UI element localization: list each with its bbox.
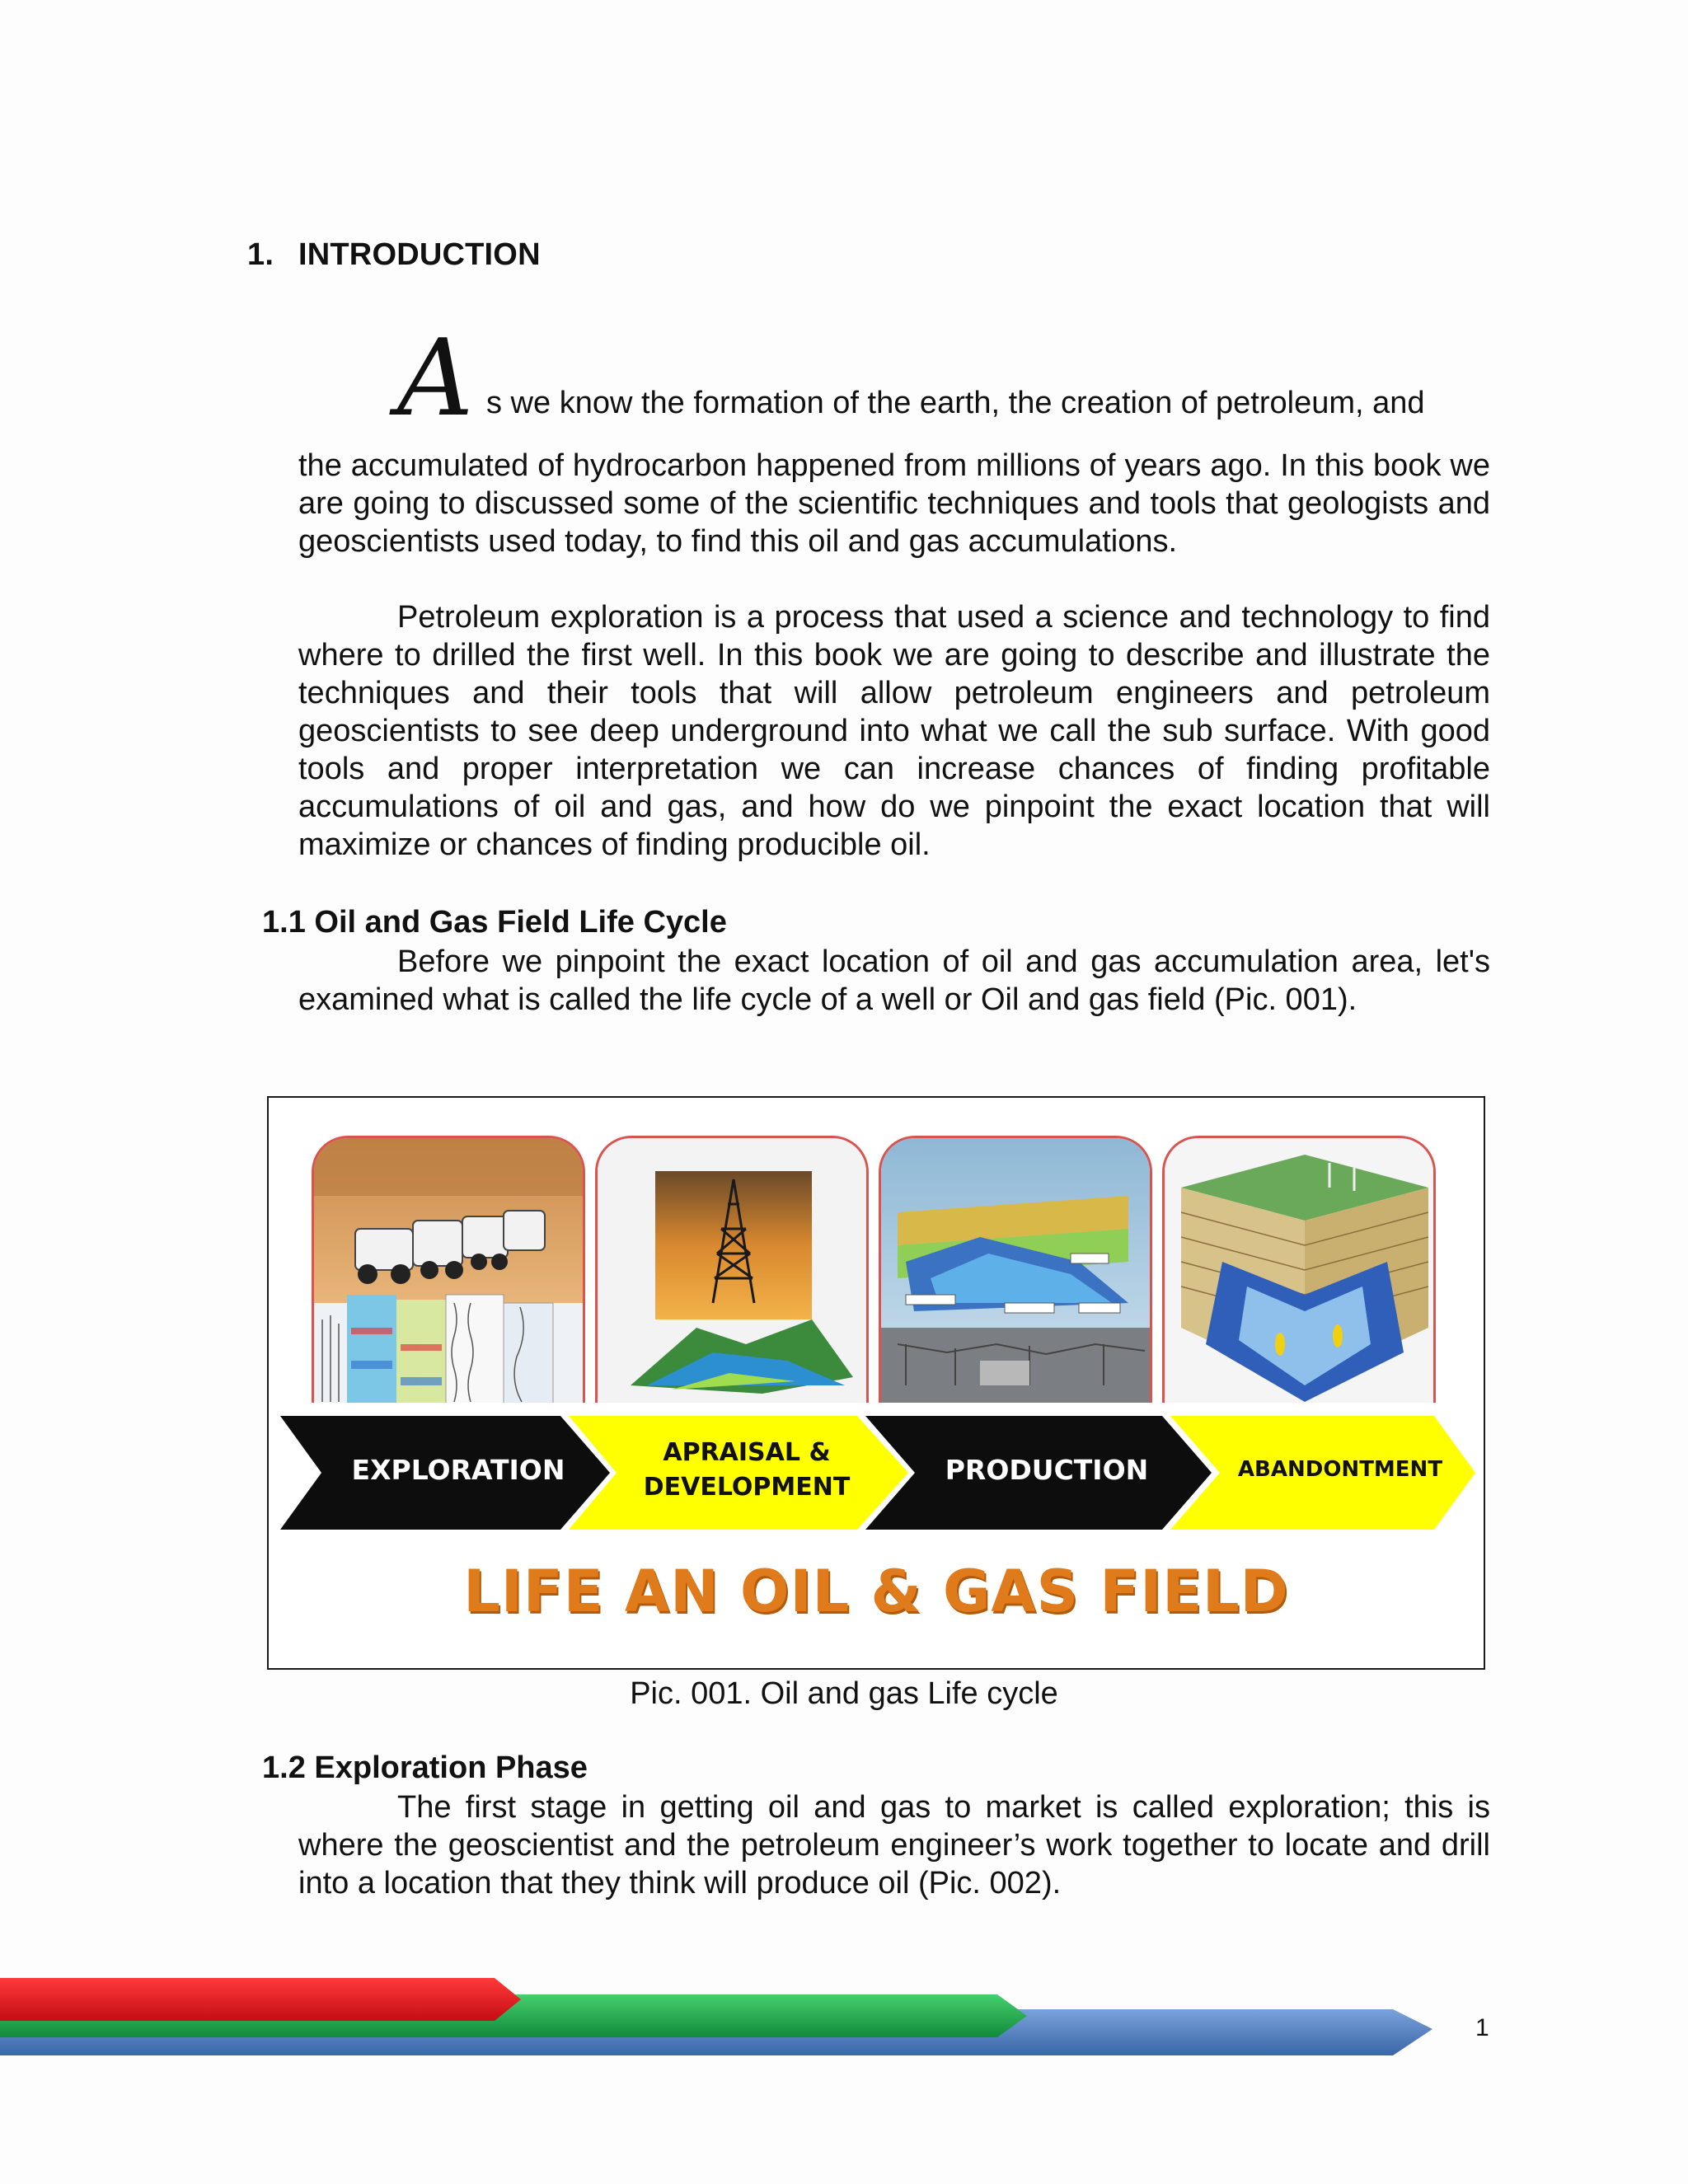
life-cycle-figure	[267, 1096, 1485, 1670]
subsection-1-1-paragraph	[298, 943, 1490, 1019]
intro-paragraph-2	[298, 598, 1490, 864]
intro-paragraph-2-text: Petroleum exploration is a process that used a science and technology to find where to drilled the first well. In this book we are going to describe and illustrate the techniques and their tools that will allow petroleum engineers and petroleum geoscientists to see deep underground into what we call the sub surface. With good tools and proper interpretation we can increase chances of finding profitable accumulations of oil and gas, and how do we pinpoint the exact location that will maximize or chances of finding producible oil.	[298, 600, 1490, 862]
subsection-1-1-heading: 1.1 Oil and Gas Field Life Cycle	[262, 905, 727, 940]
stage-appraisal-label	[615, 1436, 879, 1505]
drop-cap: A	[397, 317, 474, 440]
production-image	[879, 1136, 1152, 1403]
stage-exploration-label: EXPLORATION	[351, 1454, 565, 1486]
footer-decoration	[0, 1970, 1451, 2069]
page-number: 1	[1475, 2014, 1489, 2041]
intro-paragraph-1	[298, 447, 1490, 560]
stage-appraisal-line2: DEVELOPMENT	[643, 1473, 851, 1502]
footer-bar-red	[0, 1978, 521, 2021]
section-number: 1.	[247, 237, 274, 272]
intro-first-line	[397, 317, 1490, 440]
figure-title: LIFE AN OIL & GAS FIELD	[463, 1558, 1289, 1625]
abandonment-image	[1162, 1136, 1436, 1403]
subsection-1-2-heading: 1.2 Exploration Phase	[262, 1750, 588, 1785]
section-title: INTRODUCTION	[298, 237, 541, 272]
section-heading	[247, 237, 541, 273]
intro-first-line-text: s we know the formation of the earth, the creation of petroleum, and	[486, 386, 1425, 420]
subsection-1-2-text: The first stage in getting oil and gas to market is called exploration; this is where the geoscientist and the petroleum engineer’s work together to locate and drill into a location that they think will produce oil (Pic. 002).	[298, 1790, 1490, 1900]
subsection-1-1-text: Before we pinpoint the exact location of oil and gas accumulation area, let's examined what is called the life cycle of a well or Oil and gas field (Pic. 001).	[298, 944, 1490, 1017]
exploration-image	[312, 1136, 585, 1403]
stage-abandonment-label: ABANDONTMENT	[1237, 1457, 1443, 1482]
intro-paragraph-1-text: the accumulated of hydrocarbon happened from millions of years ago. In this book we are going to discussed some of the scientific techniques and tools that geologists and geoscientists used today, to find this oil and gas accumulations.	[298, 448, 1490, 559]
stage-appraisal-line1: APRAISAL &	[663, 1438, 831, 1467]
subsection-1-2-paragraph	[298, 1788, 1490, 1902]
stage-production-label: PRODUCTION	[945, 1454, 1149, 1486]
appraisal-image	[595, 1136, 869, 1403]
figure-caption: Pic. 001. Oil and gas Life cycle	[630, 1676, 1058, 1711]
